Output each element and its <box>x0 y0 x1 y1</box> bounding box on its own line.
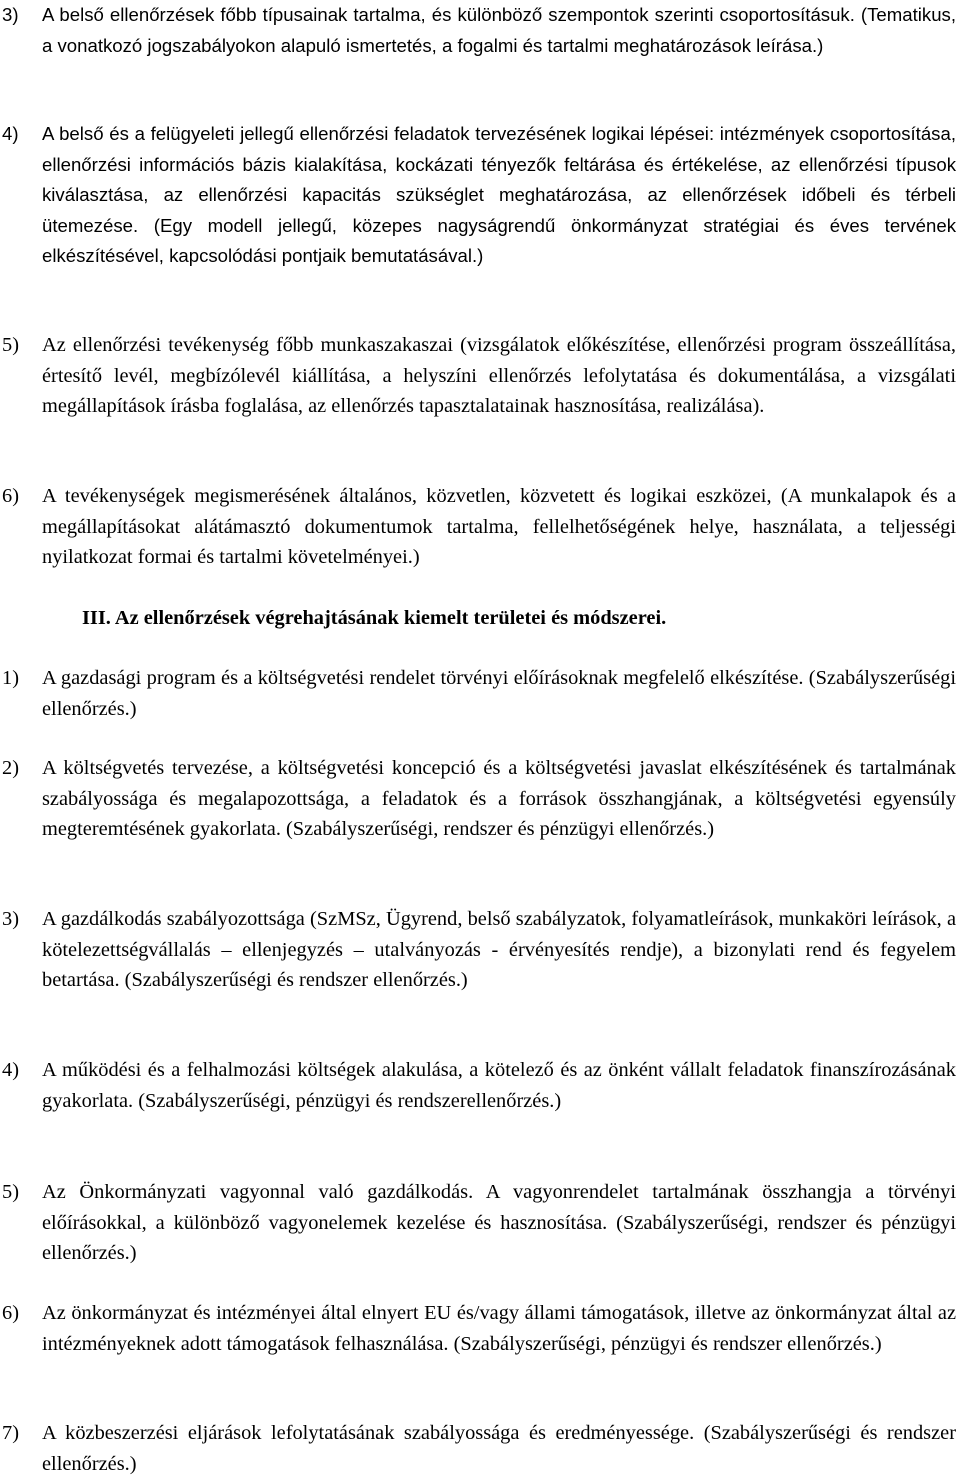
item-number: 6) <box>2 485 19 507</box>
item-number: 3) <box>2 908 19 930</box>
list-item <box>2 119 956 272</box>
section-heading: III. Az ellenőrzések végrehajtásának kiemelt területei és módszerei. <box>82 607 667 629</box>
item-text: A gazdasági program és a költségvetési rendelet törvényi előírásoknak megfelelő elkészítése. (Szabályszerűségi ellenőrzés.) <box>42 667 956 720</box>
list-item <box>2 330 956 422</box>
item-number: 5) <box>2 1181 19 1203</box>
item-text: Az önkormányzat és intézményei által elnyert EU és/vagy állami támogatások, illetve az önkormányzat által az intézményeknek adott támogatások felhasználása. (Szabályszerűségi, pénzügyi és rendszer ellenőrzés.) <box>42 1302 956 1355</box>
item-number: 7) <box>2 1422 19 1444</box>
list-item <box>2 1055 956 1116</box>
item-text: A gazdálkodás szabályozottsága (SzMSz, Ügyrend, belső szabályzatok, folyamatleírások, munkaköri leírások, a kötelezettségvállalás – ellenjegyzés – utalványozás - érvényesítés rendje), a bizonylati rend és fegyelem betartása. (Szabályszerűségi és rendszer ellenőrzés.) <box>42 908 956 991</box>
item-number: 5) <box>2 334 19 356</box>
item-text: Az Önkormányzati vagyonnal való gazdálkodás. A vagyonrendelet tartalmának összhangja a törvényi előírásokkal, a különböző vagyonelemek kezelése és hasznosítása. (Szabályszerűségi, rendszer és pénzügyi ellenőrzés.) <box>42 1181 956 1264</box>
list-item <box>2 481 956 573</box>
item-text: A költségvetés tervezése, a költségvetési koncepció és a költségvetési javaslat elkészítésének és tartalmának szabályossága és megalapozottsága, a feladatok és a források összhangjának, a költségvetési egyensúly megteremtésének gyakorlata. (Szabályszerűségi, rendszer és pénzügyi ellenőrzés.) <box>42 757 956 840</box>
item-text: Az ellenőrzési tevékenység főbb munkaszakaszai (vizsgálatok előkészítése, ellenőrzési program összeállítása, értesítő levél, megbízólevél kiállítása, a helyszíni ellenőrzés lefolytatása és dokumentálása, a vizsgálati megállapítások írásba foglalása, az ellenőrzés tapasztalatainak hasznosítása, realizálása). <box>42 334 956 417</box>
list-item <box>2 1298 956 1359</box>
item-number: 4) <box>2 1059 19 1081</box>
item-text: A belső és a felügyeleti jellegű ellenőrzési feladatok tervezésének logikai lépései: intézmények csoportosítása, ellenőrzési információs bázis kialakítása, kockázati tényezők feltárása és értékelése, az ellenőrzési típusok kiválasztása, az ellenőrzési kapacitás szükséglet meghatározása, az ellenőrzések időbeli és térbeli ütemezése. (Egy modell jellegű, közepes nagyságrendű önkormányzat stratégiai és éves tervének elkészítésével, kapcsolódási pontjaik bemutatásával.) <box>42 123 956 266</box>
item-text: A működési és a felhalmozási költségek alakulása, a kötelező és az önként vállalt feladatok finanszírozásának gyakorlata. (Szabályszerűségi, pénzügyi és rendszerellenőrzés.) <box>42 1059 956 1112</box>
item-text: A tevékenységek megismerésének általános, közvetlen, közvetett és logikai eszközei, (A munkalapok és a megállapításokat alátámasztó dokumentumok tartalma, fellelhetőségének helye, használata, a teljességi nyilatkozat formai és tartalmi követelményei.) <box>42 485 956 568</box>
list-item <box>2 663 956 724</box>
list-item <box>2 904 956 996</box>
list-item <box>2 1177 956 1269</box>
list-item <box>2 1418 956 1479</box>
list-item <box>2 753 956 845</box>
item-number: 3) <box>2 4 19 25</box>
item-number: 2) <box>2 757 19 779</box>
item-number: 1) <box>2 667 19 689</box>
item-text: A belső ellenőrzések főbb típusainak tartalma, és különböző szempontok szerinti csoportosításuk. (Tematikus, a vonatkozó jogszabályokon alapuló ismertetés, a fogalmi és tartalmi meghatározások leírása.) <box>42 4 956 56</box>
item-text: A közbeszerzési eljárások lefolytatásának szabályossága és eredményessége. (Szabályszerűségi és rendszer ellenőrzés.) <box>42 1422 956 1475</box>
item-number: 4) <box>2 123 19 144</box>
item-number: 6) <box>2 1302 19 1324</box>
list-item <box>2 0 956 61</box>
